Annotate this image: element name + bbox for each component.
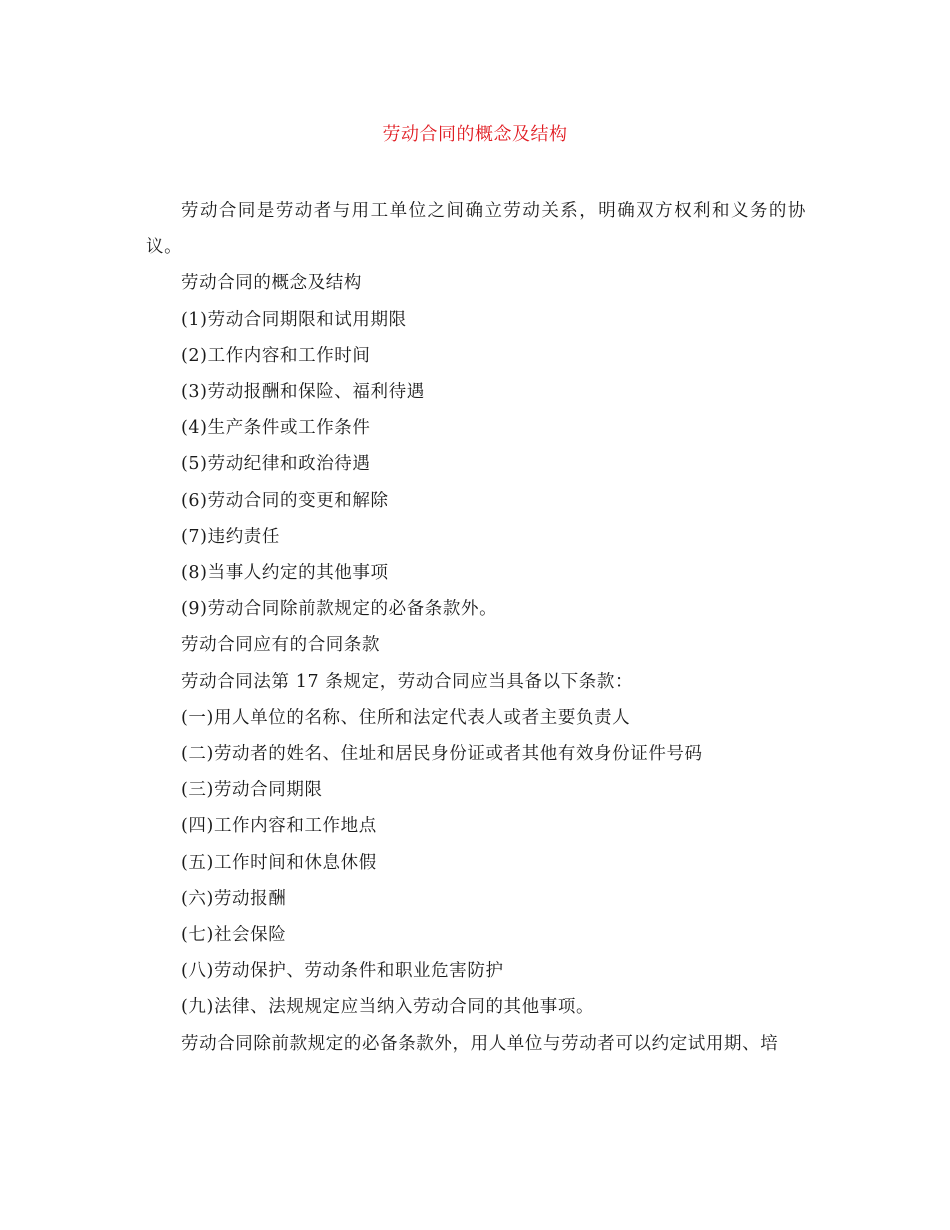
document-title: 劳动合同的概念及结构 bbox=[382, 124, 568, 145]
structure-item: (2)工作内容和工作时间 bbox=[181, 345, 371, 366]
clause-item: (九)法律、法规规定应当纳入劳动合同的其他事项。 bbox=[181, 997, 595, 1018]
clause-item: (八)劳动保护、劳动条件和职业危害防护 bbox=[181, 961, 504, 982]
clause-item: (二)劳动者的姓名、住址和居民身份证或者其他有效身份证件号码 bbox=[181, 744, 703, 765]
structure-item: (5)劳动纪律和政治待遇 bbox=[181, 454, 371, 475]
structure-item: (8)当事人约定的其他事项 bbox=[181, 563, 389, 584]
structure-item: (1)劳动合同期限和试用期限 bbox=[181, 309, 407, 330]
law-intro: 劳动合同法第 17 条规定，劳动合同应当具备以下条款： bbox=[181, 671, 634, 692]
section-heading-structure: 劳动合同的概念及结构 bbox=[181, 273, 362, 294]
document-body bbox=[146, 193, 806, 1062]
structure-item: (9)劳动合同除前款规定的必备条款外。 bbox=[181, 599, 498, 620]
clause-item: (七)社会保险 bbox=[181, 925, 287, 946]
structure-item: (4)生产条件或工作条件 bbox=[181, 418, 371, 439]
clause-item: (三)劳动合同期限 bbox=[181, 780, 323, 801]
structure-item: (3)劳动报酬和保险、福利待遇 bbox=[181, 382, 425, 403]
structure-item: (6)劳动合同的变更和解除 bbox=[181, 490, 389, 511]
section-heading-clauses: 劳动合同应有的合同条款 bbox=[181, 635, 381, 656]
intro-paragraph: 劳动合同是劳动者与用工单位之间确立劳动关系，明确双方权利和义务的协议。 bbox=[146, 201, 806, 258]
clause-item: (五)工作时间和休息休假 bbox=[181, 852, 377, 873]
closing-paragraph: 劳动合同除前款规定的必备条款外，用人单位与劳动者可以约定试用期、培 bbox=[181, 1033, 779, 1054]
clause-item: (六)劳动报酬 bbox=[181, 888, 287, 909]
clause-item: (四)工作内容和工作地点 bbox=[181, 816, 377, 837]
clause-item: (一)用人单位的名称、住所和法定代表人或者主要负责人 bbox=[181, 707, 631, 728]
structure-item: (7)违约责任 bbox=[181, 526, 280, 547]
